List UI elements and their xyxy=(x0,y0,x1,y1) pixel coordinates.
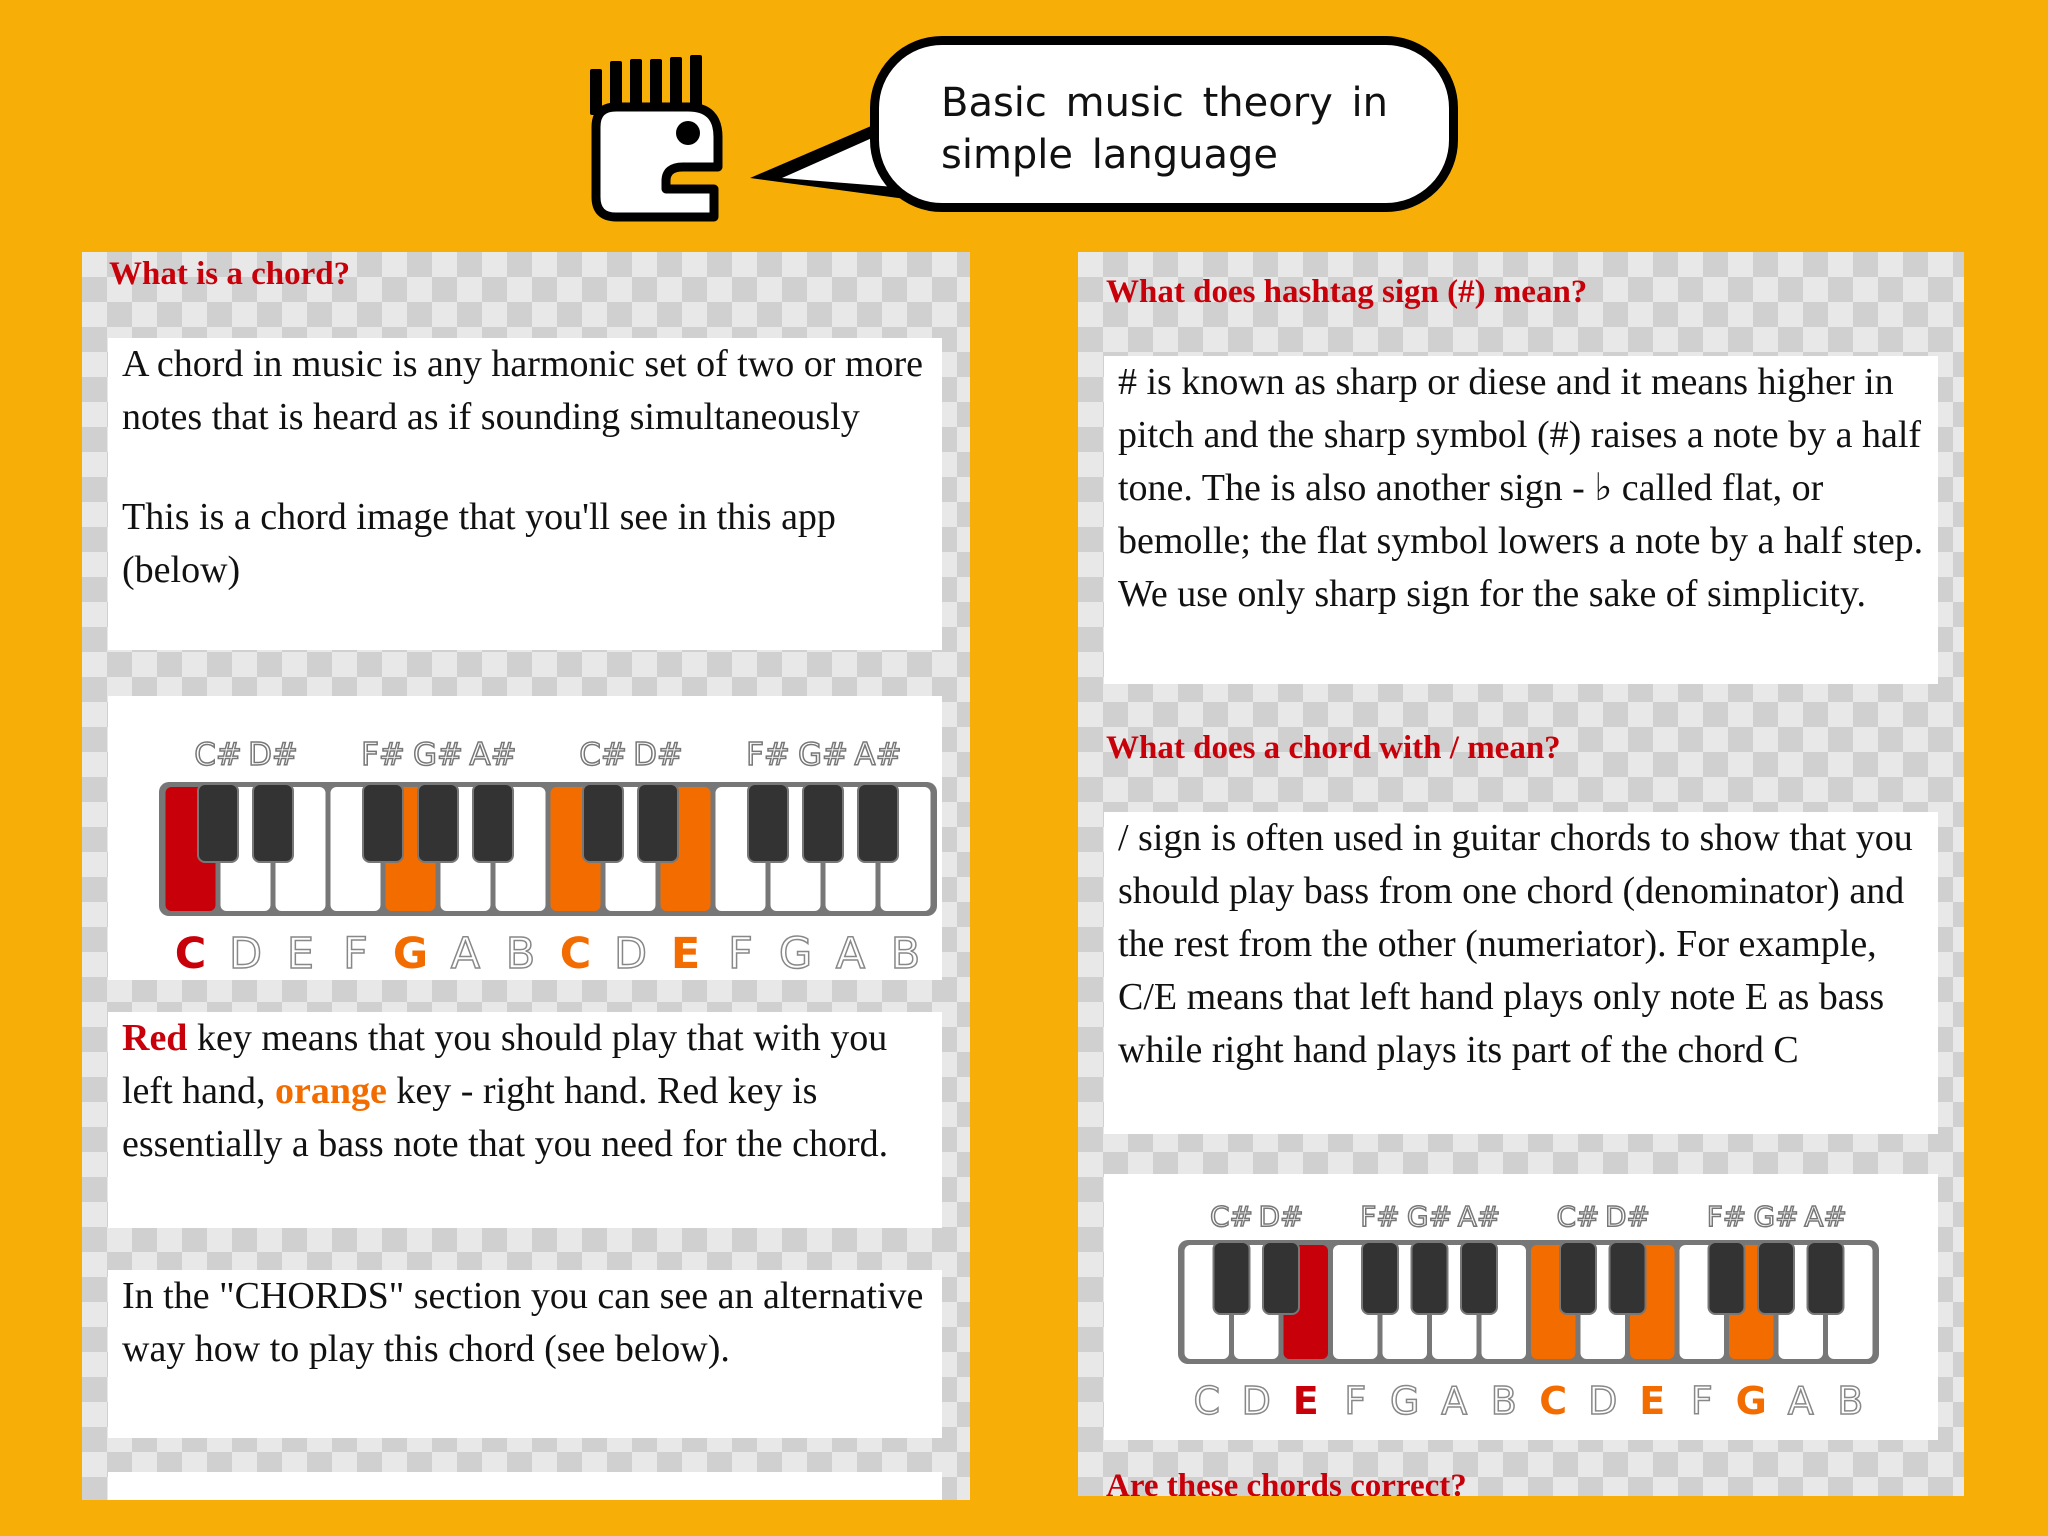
sharp-explanation-text: # is known as sharp or diese and it means higher in pitch and the sharp symbol (#) raises a note by a half tone. The is also another sign - ♭ called flat, or bemolle; the flat symbol lowers a note by a half step. We use only sharp sign for the sake of simplicity. xyxy=(1118,361,1924,615)
keyboard-c-black-key[interactable] xyxy=(198,784,238,862)
sharp-explanation-card xyxy=(1104,356,1938,684)
keyboard-c-over-e-sharp-label: F# xyxy=(1360,1200,1400,1233)
right-panel[interactable] xyxy=(1078,252,1964,1496)
question-title-sharp: What does hashtag sign (#) mean? xyxy=(1106,274,1588,310)
keyboard-c-over-e-note-label: G xyxy=(1735,1379,1767,1423)
keyboard-c-sharp-label: C# xyxy=(579,737,627,773)
keyboard-c-over-e-note-label: D xyxy=(1241,1379,1271,1423)
keyboard-c-sharp-label: C# xyxy=(194,737,242,773)
question-title-slash-chord: What does a chord with / mean? xyxy=(1106,730,1561,766)
keyboard-c-sharp-label: F# xyxy=(361,737,405,773)
keyboard-c-black-key[interactable] xyxy=(803,784,843,862)
keyboard-c-black-key[interactable] xyxy=(858,784,898,862)
keyboard-c-over-e-note-label: E xyxy=(1292,1379,1319,1423)
keyboard-c-note-label: G xyxy=(778,929,813,979)
legend-text-a: key means that you should play that with you left hand, xyxy=(122,1017,888,1112)
keyboard-c-over-e-note-label: F xyxy=(1344,1379,1367,1423)
keyboard-c-over-e-black-key[interactable] xyxy=(1362,1242,1398,1314)
legend-text xyxy=(122,1012,928,1171)
keyboard-c-black-key[interactable] xyxy=(418,784,458,862)
legend-orange-word: orange xyxy=(275,1070,387,1112)
alternative-chord-card xyxy=(108,1270,942,1438)
keyboard-c-over-e-note-label: C xyxy=(1193,1379,1221,1423)
keyboard-c-note-label: E xyxy=(286,929,315,979)
question-title-correct-chords: Are these chords correct? xyxy=(1106,1468,1467,1496)
keyboard-card-c xyxy=(108,696,942,980)
keyboard-c-over-e-black-key[interactable] xyxy=(1808,1242,1844,1314)
keyboard-c-over-e-sharp-label: F# xyxy=(1706,1200,1747,1233)
keyboard-c-over-e-black-key[interactable] xyxy=(1214,1242,1250,1314)
chord-definition-card xyxy=(108,338,942,650)
keyboard-c-sharp-label: G# xyxy=(413,737,463,773)
next-card-stub xyxy=(108,1472,942,1500)
keyboard-c-over-e-note-label: A xyxy=(1441,1379,1468,1423)
keyboard-c-over-e-sharp-label: A# xyxy=(1804,1200,1847,1233)
bubble-line-2: simple language xyxy=(941,132,1278,178)
question-title-chord: What is a chord? xyxy=(109,256,351,292)
keyboard-c-over-e-sharp-label: D# xyxy=(1604,1200,1651,1233)
keyboard-c-over-e-note-label: E xyxy=(1639,1379,1666,1423)
piano-keyboard-c-chord xyxy=(108,696,942,980)
keyboard-c-over-e-black-key[interactable] xyxy=(1758,1242,1794,1314)
keyboard-c-sharp-label: F# xyxy=(746,737,790,773)
keyboard-c-over-e-black-key[interactable] xyxy=(1610,1242,1646,1314)
keyboard-c-sharp-label: A# xyxy=(854,737,902,773)
keyboard-c-over-e-sharp-label: G# xyxy=(1406,1200,1453,1233)
keyboard-c-over-e-black-key[interactable] xyxy=(1412,1242,1448,1314)
keyboard-c-black-key[interactable] xyxy=(748,784,788,862)
keyboard-c-over-e-note-label: A xyxy=(1787,1379,1814,1423)
keyboard-c-over-e-sharp-label: G# xyxy=(1753,1200,1799,1233)
keyboard-c-note-label: A xyxy=(450,929,481,979)
keyboard-c-note-label: B xyxy=(505,929,536,979)
keyboard-c-note-label: E xyxy=(670,929,701,979)
keyboard-c-over-e-note-label: F xyxy=(1690,1379,1713,1423)
legend-text-b: key - right hand. Red key is essentially a bass note that you need for the chord. xyxy=(122,1070,889,1165)
keyboard-c-over-e-note-label: C xyxy=(1539,1379,1568,1423)
keyboard-c-sharp-label: D# xyxy=(248,737,298,773)
keyboard-c-note-label: C xyxy=(559,929,592,979)
keyboard-c-over-e-black-key[interactable] xyxy=(1560,1242,1596,1314)
piano-keyboard-c-over-e-chord xyxy=(1104,1174,1938,1440)
keyboard-card-c-over-e xyxy=(1104,1174,1938,1440)
slash-chord-card xyxy=(1104,812,1938,1134)
keyboard-c-over-e-sharp-label: C# xyxy=(1556,1200,1600,1233)
keyboard-c-note-label: F xyxy=(343,929,368,979)
keyboard-c-black-key[interactable] xyxy=(253,784,293,862)
legend-red-word: Red xyxy=(122,1017,188,1059)
left-panel[interactable] xyxy=(82,252,970,1500)
keyboard-c-over-e-black-key[interactable] xyxy=(1709,1242,1745,1314)
keyboard-c-black-key[interactable] xyxy=(473,784,513,862)
keyboard-c-note-label: C xyxy=(174,929,207,979)
speech-bubble xyxy=(870,36,1458,212)
keyboard-c-sharp-label: D# xyxy=(633,737,683,773)
legend-card xyxy=(108,1012,942,1228)
keyboard-c-note-label: D xyxy=(613,929,648,979)
keyboard-c-over-e-note-label: B xyxy=(1490,1379,1517,1423)
keyboard-c-black-key[interactable] xyxy=(583,784,623,862)
keyboard-c-over-e-sharp-label: D# xyxy=(1258,1200,1304,1233)
keyboard-c-over-e-note-label: B xyxy=(1837,1379,1864,1423)
keyboard-c-note-label: F xyxy=(728,929,753,979)
keyboard-c-black-key[interactable] xyxy=(638,784,678,862)
keyboard-c-black-key[interactable] xyxy=(363,784,403,862)
keyboard-c-over-e-note-label: D xyxy=(1588,1379,1618,1423)
keyboard-c-over-e-black-key[interactable] xyxy=(1461,1242,1497,1314)
bubble-line-1: Basic music theory in xyxy=(941,80,1389,126)
mascot-logo-icon xyxy=(588,55,723,225)
chord-definition-text: A chord in music is any harmonic set of two or more notes that is heard as if sounding simultaneously xyxy=(122,343,924,438)
keyboard-c-sharp-label: G# xyxy=(798,737,848,773)
keyboard-c-sharp-label: A# xyxy=(469,737,517,773)
keyboard-c-note-label: A xyxy=(835,929,866,979)
alternative-chord-text: In the "CHORDS" section you can see an alternative way how to play this chord (see below). xyxy=(122,1275,924,1370)
slash-chord-text: / sign is often used in guitar chords to show that you should play bass from one chord (denominator) and the rest from the other (numeriator). For example, C/E means that left hand plays only note E as bass while right hand plays its part of the chord C xyxy=(1118,817,1913,1071)
keyboard-c-note-label: B xyxy=(890,929,921,979)
keyboard-c-over-e-sharp-label: A# xyxy=(1457,1200,1501,1233)
chord-image-intro-text: This is a chord image that you'll see in this app (below) xyxy=(122,496,836,591)
keyboard-c-note-label: G xyxy=(392,929,429,979)
keyboard-c-note-label: D xyxy=(228,929,263,979)
keyboard-c-over-e-black-key[interactable] xyxy=(1263,1242,1299,1314)
keyboard-c-over-e-note-label: G xyxy=(1390,1379,1420,1423)
keyboard-c-over-e-sharp-label: C# xyxy=(1209,1200,1254,1233)
